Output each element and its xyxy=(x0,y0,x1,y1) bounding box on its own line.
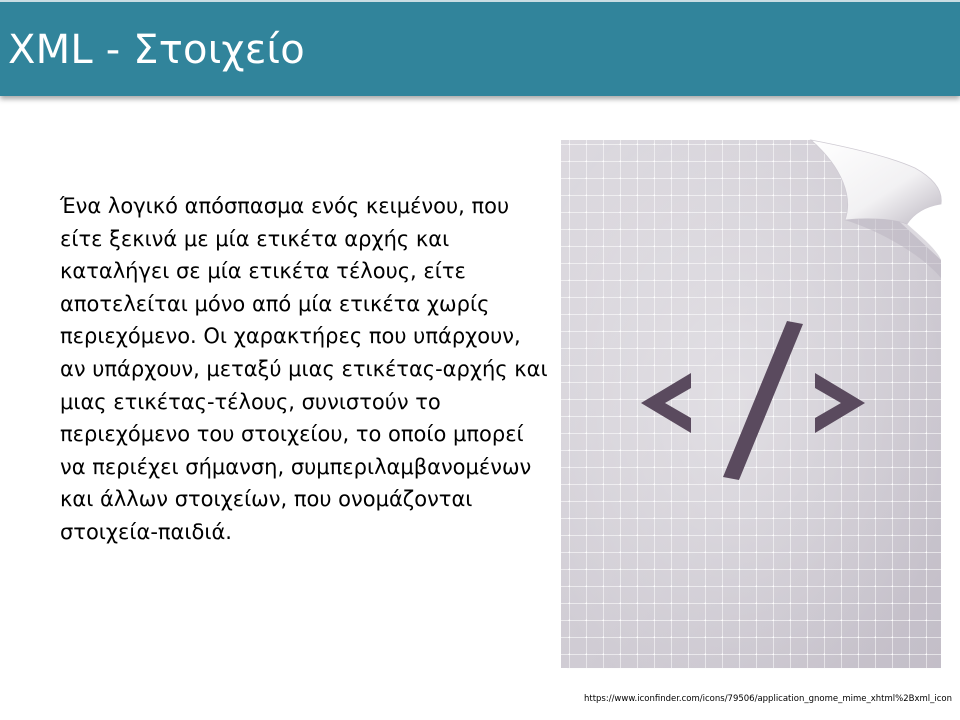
image-source-link[interactable]: https://www.iconfinder.com/icons/79506/application_gnome_mime_xhtml%2Bxml_icon xyxy=(583,694,952,704)
slide-title: XML - Στοιχείο xyxy=(8,27,305,73)
xml-document-icon xyxy=(553,128,953,676)
slide-body-text: Ένα λογικό απόσπασμα ενός κειμένου, που είτε ξεκινά με μία ετικέτα αρχής και καταλήγει σε μία ετικέτα τέλους, είτε αποτελείται μόνο από μία ετικέτα χωρίς περιεχόμενο. Οι χαρακτήρες που υπάρχουν, αν υπάρχουν, μεταξύ μιας ετικέτας-αρχής και μιας ετικέτας-τέλους, συνιστούν το περιεχόμενο του στοιχείου, το οποίο μπορεί να περιέχει σήμανση, συμπεριλαμβανομένων και άλλων στοιχείων, που ονομάζονται στοιχεία-παιδιά. xyxy=(60,194,548,544)
slide-title-bar xyxy=(0,0,960,96)
